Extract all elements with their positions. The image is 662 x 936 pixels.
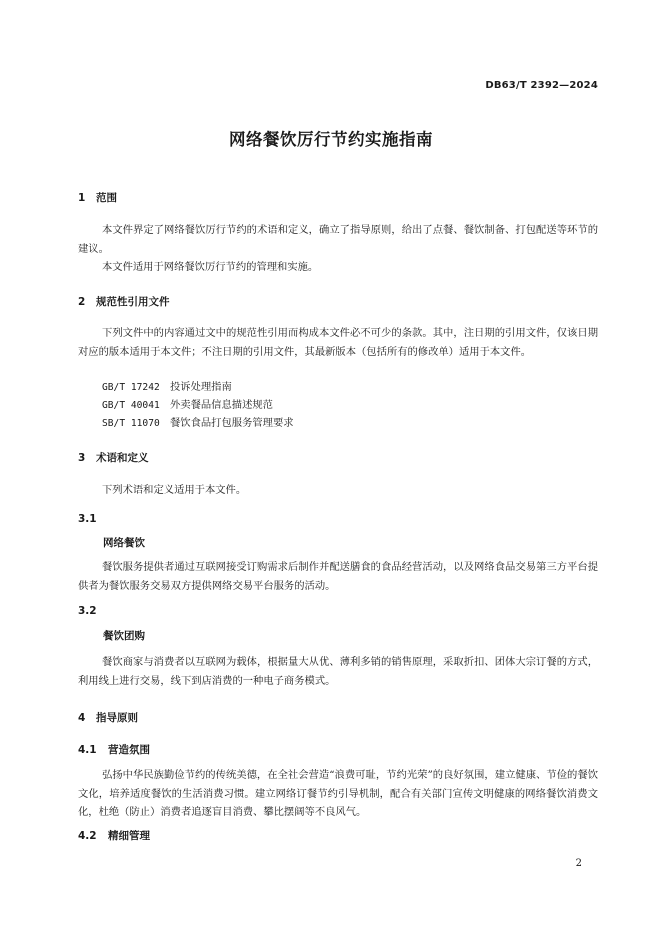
- subsection-4-1-text: 弘扬中华民族勤俭节约的传统美德，在全社会营造“浪费可耻，节约光荣”的良好氛围，建立健康、节俭的餐饮文化，培养适度餐饮的生活消费习惯。建立网络订餐节约引导机制，配合有关部门宣传文明健康的网络餐饮消费文化，杜绝（防止）消费者追逐盲目消费、攀比摆阔等不良风气。: [78, 769, 598, 818]
- section-title: 指导原则: [96, 712, 138, 724]
- page-number: 2: [575, 858, 582, 869]
- term-definition: 餐饮商家与消费者以互联网为载体，根据量大从优、薄利多销的销售原理，采取折扣、团体大宗订餐的方式，利用线上进行交易，线下到店消费的一种电子商务模式。: [78, 656, 598, 687]
- subsection-title: 精细管理: [108, 830, 150, 842]
- terms-intro: 下列术语和定义适用于本文件。: [102, 484, 247, 496]
- reference-code: GB/T 40041: [102, 400, 160, 411]
- section-title: 术语和定义: [96, 452, 149, 464]
- reference-code: SB/T 11070: [102, 418, 160, 429]
- subsection-4-1-heading: [78, 742, 150, 757]
- normative-references-intro: 下列文件中的内容通过文中的规范性引用而构成本文件必不可少的条款。其中，注日期的引用文件，仅该日期对应的版本适用于本文件；不注日期的引用文件，其最新版本（包括所有的修改单）适用于本文件。: [78, 327, 598, 358]
- term-number: 3.1: [78, 513, 97, 525]
- section-3-heading: [78, 450, 149, 465]
- scope-paragraph-2: 本文件适用于网络餐饮厉行节约的管理和实施。: [102, 261, 319, 273]
- section-title: 规范性引用文件: [96, 296, 170, 308]
- reference-item: [102, 378, 232, 398]
- scope-paragraph-1: 本文件界定了网络餐饮厉行节约的术语和定义，确立了指导原则，给出了点餐、餐饮制备、打包配送等环节的建议。: [78, 224, 598, 255]
- section-title: 范围: [96, 192, 117, 204]
- reference-item: [102, 396, 273, 416]
- section-number: 2: [78, 296, 86, 308]
- section-2-heading: [78, 294, 170, 309]
- subsection-number: 4.1: [78, 744, 97, 756]
- reference-name: 外卖餐品信息描述规范: [170, 399, 273, 411]
- section-number: 3: [78, 452, 86, 464]
- term-name: 网络餐饮: [103, 537, 145, 549]
- reference-name: 餐饮食品打包服务管理要求: [170, 417, 294, 429]
- section-number: 1: [78, 192, 86, 204]
- term-number: 3.2: [78, 605, 97, 617]
- section-4-heading: [78, 710, 138, 725]
- standard-code: DB63/T 2392—2024: [485, 80, 598, 91]
- subsection-4-2-heading: [78, 828, 150, 843]
- reference-name: 投诉处理指南: [170, 381, 232, 393]
- subsection-title: 营造氛围: [108, 744, 150, 756]
- section-1-heading: [78, 190, 117, 205]
- section-number: 4: [78, 712, 86, 724]
- reference-item: [102, 414, 294, 434]
- term-name: 餐饮团购: [103, 630, 145, 642]
- document-title: 网络餐饮厉行节约实施指南: [229, 130, 433, 149]
- subsection-number: 4.2: [78, 830, 97, 842]
- reference-code: GB/T 17242: [102, 382, 160, 393]
- term-definition: 餐饮服务提供者通过互联网接受订购需求后制作并配送膳食的食品经营活动，以及网络食品交易第三方平台提供者为餐饮服务交易双方提供网络交易平台服务的活动。: [78, 561, 598, 592]
